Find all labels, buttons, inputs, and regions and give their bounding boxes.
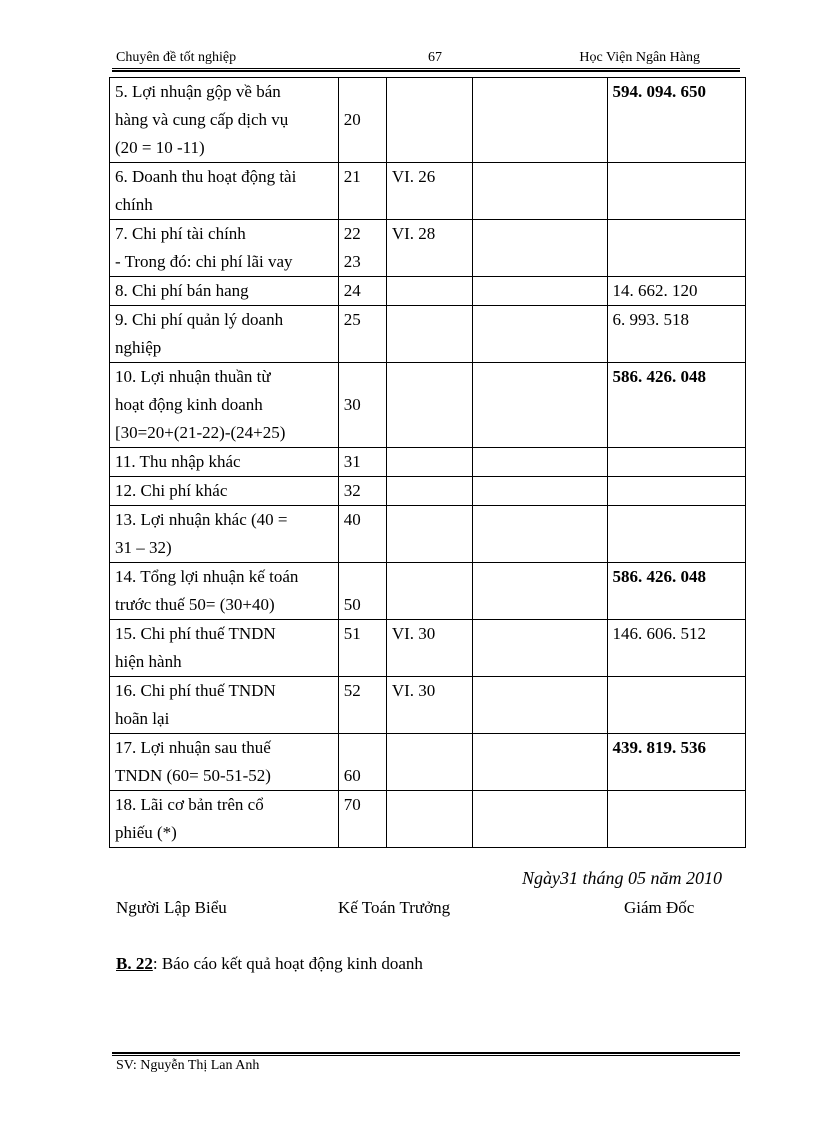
item-cell: [110, 220, 339, 277]
table-row: [110, 477, 746, 506]
item-cell: [110, 163, 339, 220]
code-cell: [338, 791, 386, 848]
code-cell-line: 51: [343, 624, 361, 643]
item-cell-line: TNDN (60= 50-51-52): [115, 766, 271, 785]
item-cell-line: 18. Lãi cơ bản trên cổ: [115, 795, 264, 814]
item-cell-line: trước thuế 50= (30+40): [115, 595, 275, 614]
header-divider: [112, 68, 740, 72]
note-cell: [386, 363, 472, 448]
previous-year-cell: [607, 506, 745, 563]
item-cell: [110, 677, 339, 734]
table-row: [110, 734, 746, 791]
item-cell: [110, 620, 339, 677]
institution-name: Học Viện Ngân Hàng: [579, 50, 700, 65]
previous-year-cell-line: [613, 163, 740, 191]
note-cell: [386, 677, 472, 734]
item-cell-line: 12. Chi phí khác: [115, 481, 228, 500]
note-cell: [386, 477, 472, 506]
income-statement-table: [109, 77, 746, 848]
current-year-cell-line: [478, 791, 601, 819]
code-cell: [338, 78, 386, 163]
current-year-cell-line: [478, 563, 601, 591]
current-year-cell: [473, 734, 607, 791]
previous-year-cell: [607, 734, 745, 791]
current-year-cell-line: [478, 306, 601, 334]
previous-year-cell: [607, 363, 745, 448]
current-year-cell: [473, 791, 607, 848]
table-row: [110, 78, 746, 163]
previous-year-cell-line: 14. 662. 120: [612, 281, 698, 300]
code-cell: [338, 563, 386, 620]
previous-year-cell-line: 586. 426. 048: [612, 567, 707, 586]
code-cell-line: 50: [343, 595, 361, 614]
table-row: [110, 506, 746, 563]
previous-year-cell-line: 146. 606. 512: [612, 624, 707, 643]
current-year-cell-line: [478, 448, 601, 476]
current-year-cell-line: [478, 620, 601, 648]
previous-year-cell: [607, 277, 745, 306]
item-cell-line: hoạt động kinh doanh: [115, 395, 263, 414]
table-body: [110, 78, 746, 848]
item-cell-line: [30=20+(21-22)-(24+25): [115, 423, 286, 442]
item-cell-line: chính: [115, 195, 153, 214]
item-cell: [110, 477, 339, 506]
previous-year-cell-line: [613, 220, 740, 248]
note-cell-line: [392, 306, 467, 334]
note-cell: [386, 563, 472, 620]
note-cell-line: [392, 277, 467, 305]
note-cell-line: [392, 363, 467, 391]
caption-number: B. 22: [116, 954, 153, 973]
code-cell-line: 22: [343, 224, 361, 243]
page-header: [116, 50, 740, 68]
note-cell-line: VI. 26: [391, 167, 436, 186]
item-cell-line: hoãn lại: [115, 709, 170, 728]
item-cell: [110, 277, 339, 306]
item-cell-line: 6. Doanh thu hoạt động tài: [115, 167, 297, 186]
previous-year-cell-line: [613, 791, 740, 819]
student-name: SV: Nguyễn Thị Lan Anh: [116, 1058, 260, 1073]
item-cell: [110, 791, 339, 848]
current-year-cell: [473, 163, 607, 220]
code-cell: [338, 620, 386, 677]
code-cell-line: 21: [343, 167, 361, 186]
current-year-cell-line: [478, 277, 601, 305]
note-cell-line: VI. 30: [391, 624, 436, 643]
table-row: [110, 277, 746, 306]
code-cell: [338, 220, 386, 277]
item-cell-line: - Trong đó: chi phí lãi vay: [115, 252, 293, 271]
code-cell: [338, 506, 386, 563]
item-cell: [110, 563, 339, 620]
code-cell-line: [344, 563, 381, 591]
table-row: [110, 220, 746, 277]
previous-year-cell: [607, 791, 745, 848]
item-cell: [110, 734, 339, 791]
code-cell: [338, 277, 386, 306]
table-row: [110, 306, 746, 363]
note-cell-line: [392, 477, 467, 505]
current-year-cell: [473, 506, 607, 563]
item-cell-line: 13. Lợi nhuận khác (40 =: [115, 510, 288, 529]
preparer-signature-label: Người Lập Biểu: [116, 898, 227, 917]
note-cell-line: [392, 78, 467, 106]
previous-year-cell-line: 594. 094. 650: [612, 82, 707, 101]
item-cell: [110, 78, 339, 163]
item-cell-line: nghiệp: [115, 338, 162, 357]
previous-year-cell-line: 439. 819. 536: [612, 738, 707, 757]
table-row: [110, 563, 746, 620]
code-cell: [338, 677, 386, 734]
code-cell-line: 24: [343, 281, 361, 300]
director-signature-label: Giám Đốc: [624, 898, 695, 917]
table-row: [110, 163, 746, 220]
item-cell-line: 31 – 32): [115, 538, 172, 557]
thesis-title: Chuyên đề tốt nghiệp: [116, 50, 237, 65]
previous-year-cell: [607, 163, 745, 220]
table-row: [110, 620, 746, 677]
code-cell-line: 40: [343, 510, 361, 529]
previous-year-cell: [607, 78, 745, 163]
current-year-cell-line: [478, 734, 601, 762]
item-cell-line: 10. Lợi nhuận thuần từ: [115, 367, 271, 386]
current-year-cell: [473, 306, 607, 363]
code-cell-line: 23: [343, 252, 361, 271]
current-year-cell: [473, 677, 607, 734]
current-year-cell-line: [478, 477, 601, 505]
item-cell: [110, 363, 339, 448]
previous-year-cell-line: [613, 477, 740, 505]
note-cell: [386, 306, 472, 363]
note-cell-line: VI. 28: [391, 224, 436, 243]
previous-year-cell-line: 6. 993. 518: [612, 310, 690, 329]
code-cell-line: 31: [343, 452, 361, 471]
current-year-cell: [473, 277, 607, 306]
previous-year-cell-line: [613, 677, 740, 705]
code-cell-line: 32: [343, 481, 361, 500]
table-row: [110, 791, 746, 848]
item-cell-line: 11. Thu nhập khác: [115, 452, 241, 471]
current-year-cell-line: [478, 220, 601, 248]
code-cell-line: 60: [343, 766, 361, 785]
item-cell-line: 14. Tổng lợi nhuận kế toán: [115, 567, 299, 586]
item-cell-line: (20 = 10 -11): [115, 138, 205, 157]
code-cell-line: 30: [343, 395, 361, 414]
code-cell: [338, 306, 386, 363]
table-caption: [116, 954, 423, 974]
current-year-cell: [473, 620, 607, 677]
report-date: Ngày31 tháng 05 năm 2010: [522, 868, 722, 888]
item-cell: [110, 448, 339, 477]
code-cell-line: 52: [343, 681, 361, 700]
previous-year-cell: [607, 677, 745, 734]
item-cell: [110, 506, 339, 563]
note-cell-line: [392, 791, 467, 819]
previous-year-cell: [607, 306, 745, 363]
previous-year-cell: [607, 477, 745, 506]
item-cell-line: phiếu (*): [115, 823, 177, 842]
item-cell-line: 8. Chi phí bán hang: [115, 281, 249, 300]
code-cell-line: 20: [343, 110, 361, 129]
page-number: 67: [428, 50, 442, 65]
previous-year-cell: [607, 220, 745, 277]
code-cell: [338, 363, 386, 448]
code-cell: [338, 477, 386, 506]
note-cell: [386, 448, 472, 477]
code-cell-line: [344, 78, 381, 106]
note-cell: [386, 791, 472, 848]
current-year-cell-line: [478, 363, 601, 391]
current-year-cell-line: [478, 506, 601, 534]
previous-year-cell: [607, 448, 745, 477]
note-cell: [386, 734, 472, 791]
current-year-cell: [473, 220, 607, 277]
current-year-cell-line: [478, 677, 601, 705]
previous-year-cell-line: [613, 506, 740, 534]
current-year-cell: [473, 363, 607, 448]
note-cell: [386, 163, 472, 220]
previous-year-cell-line: [613, 448, 740, 476]
caption-text: : Báo cáo kết quả hoạt động kinh doanh: [152, 954, 423, 973]
item-cell-line: 9. Chi phí quản lý doanh: [115, 310, 284, 329]
note-cell-line: [392, 563, 467, 591]
current-year-cell-line: [478, 78, 601, 106]
table-row: [110, 677, 746, 734]
previous-year-cell-line: 586. 426. 048: [612, 367, 707, 386]
table-row: [110, 363, 746, 448]
note-cell: [386, 78, 472, 163]
current-year-cell: [473, 78, 607, 163]
code-cell-line: [344, 734, 381, 762]
note-cell-line: VI. 30: [391, 681, 436, 700]
code-cell-line: 25: [343, 310, 361, 329]
item-cell-line: 7. Chi phí tài chính: [115, 224, 246, 243]
code-cell: [338, 448, 386, 477]
note-cell: [386, 506, 472, 563]
chief-accountant-signature-label: Kế Toán Trưởng: [338, 898, 451, 917]
current-year-cell: [473, 477, 607, 506]
item-cell: [110, 306, 339, 363]
item-cell-line: 17. Lợi nhuận sau thuế: [115, 738, 271, 757]
previous-year-cell: [607, 620, 745, 677]
note-cell-line: [392, 734, 467, 762]
item-cell-line: 15. Chi phí thuế TNDN: [115, 624, 276, 643]
code-cell: [338, 734, 386, 791]
note-cell: [386, 620, 472, 677]
current-year-cell: [473, 448, 607, 477]
previous-year-cell: [607, 563, 745, 620]
item-cell-line: 16. Chi phí thuế TNDN: [115, 681, 276, 700]
code-cell: [338, 163, 386, 220]
item-cell-line: 5. Lợi nhuận gộp về bán: [115, 82, 281, 101]
item-cell-line: hàng và cung cấp dịch vụ: [115, 110, 289, 129]
note-cell-line: [392, 506, 467, 534]
table-row: [110, 448, 746, 477]
item-cell-line: hiện hành: [115, 652, 182, 671]
current-year-cell: [473, 563, 607, 620]
code-cell-line: [344, 363, 381, 391]
note-cell: [386, 277, 472, 306]
note-cell: [386, 220, 472, 277]
footer-divider: [112, 1052, 740, 1056]
note-cell-line: [392, 448, 467, 476]
code-cell-line: 70: [343, 795, 361, 814]
current-year-cell-line: [478, 163, 601, 191]
